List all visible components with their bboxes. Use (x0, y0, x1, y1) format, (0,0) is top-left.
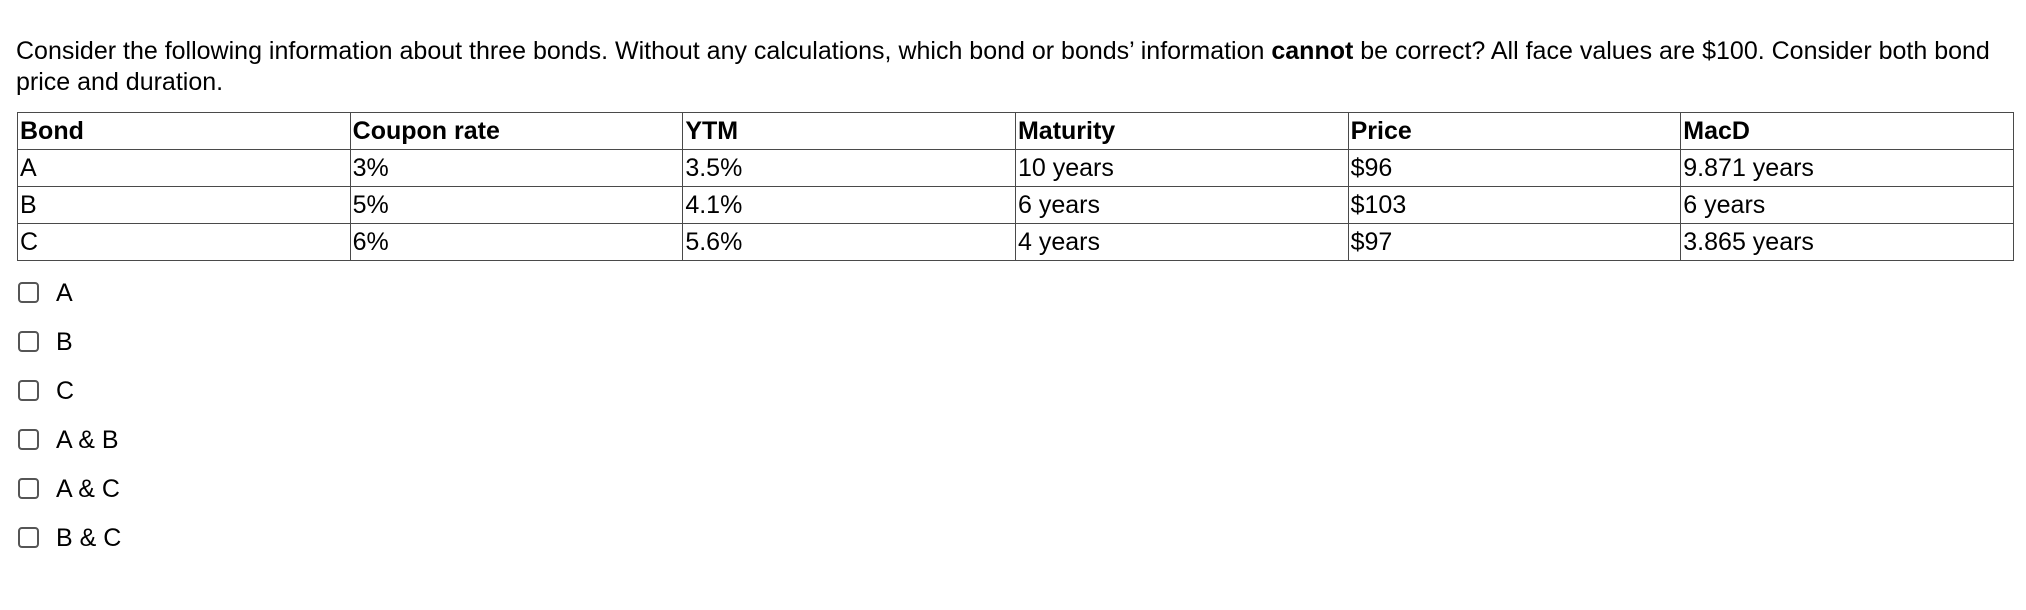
option-a-label[interactable]: A (56, 278, 73, 307)
cell-price: $103 (1348, 187, 1681, 224)
option-b-and-c-label[interactable]: B & C (56, 523, 122, 552)
cell-bond: A (18, 150, 351, 187)
option-b-checkbox[interactable] (18, 331, 39, 352)
table-row (18, 150, 2014, 187)
header-maturity: Maturity (1015, 113, 1348, 150)
cell-macd: 3.865 years (1681, 224, 2014, 261)
option-c-checkbox[interactable] (18, 380, 39, 401)
cell-bond: C (18, 224, 351, 261)
option-a[interactable] (18, 268, 121, 317)
question-text-part-1: Consider the following information about three bonds. Without any calculations, which bond or bonds’ information (16, 37, 1272, 65)
cell-coupon-rate: 3% (350, 150, 683, 187)
option-b-and-c[interactable] (18, 513, 121, 562)
header-ytm: YTM (683, 113, 1016, 150)
cell-price: $96 (1348, 150, 1681, 187)
cell-macd: 6 years (1681, 187, 2014, 224)
cell-coupon-rate: 6% (350, 224, 683, 261)
option-a-and-c-label[interactable]: A & C (56, 474, 120, 503)
option-a-and-b-checkbox[interactable] (18, 429, 39, 450)
option-a-checkbox[interactable] (18, 282, 39, 303)
cell-ytm: 5.6% (683, 224, 1016, 261)
header-price: Price (1348, 113, 1681, 150)
bond-info-table (17, 112, 2014, 261)
table-row (18, 187, 2014, 224)
cell-ytm: 4.1% (683, 187, 1016, 224)
cell-maturity: 10 years (1015, 150, 1348, 187)
option-b[interactable] (18, 317, 121, 366)
question-text-part-2: be correct? All face values are $100. Consider both bond price and duration. (16, 37, 1990, 96)
cell-bond: B (18, 187, 351, 224)
option-b-label[interactable]: B (56, 327, 73, 356)
table-row (18, 224, 2014, 261)
option-a-and-c[interactable] (18, 464, 121, 513)
answer-options (18, 268, 121, 562)
header-bond: Bond (18, 113, 351, 150)
header-macd: MacD (1681, 113, 2014, 150)
header-coupon-rate: Coupon rate (350, 113, 683, 150)
option-b-and-c-checkbox[interactable] (18, 527, 39, 548)
option-a-and-b-label[interactable]: A & B (56, 425, 119, 454)
option-c-label[interactable]: C (56, 376, 75, 405)
table-header-row (18, 113, 2014, 150)
option-c[interactable] (18, 366, 121, 415)
cell-ytm: 3.5% (683, 150, 1016, 187)
cell-maturity: 6 years (1015, 187, 1348, 224)
option-a-and-b[interactable] (18, 415, 121, 464)
cell-coupon-rate: 5% (350, 187, 683, 224)
option-a-and-c-checkbox[interactable] (18, 478, 39, 499)
question-text (16, 36, 2012, 98)
cell-macd: 9.871 years (1681, 150, 2014, 187)
cell-price: $97 (1348, 224, 1681, 261)
question-emphasis: cannot (1271, 37, 1354, 65)
cell-maturity: 4 years (1015, 224, 1348, 261)
